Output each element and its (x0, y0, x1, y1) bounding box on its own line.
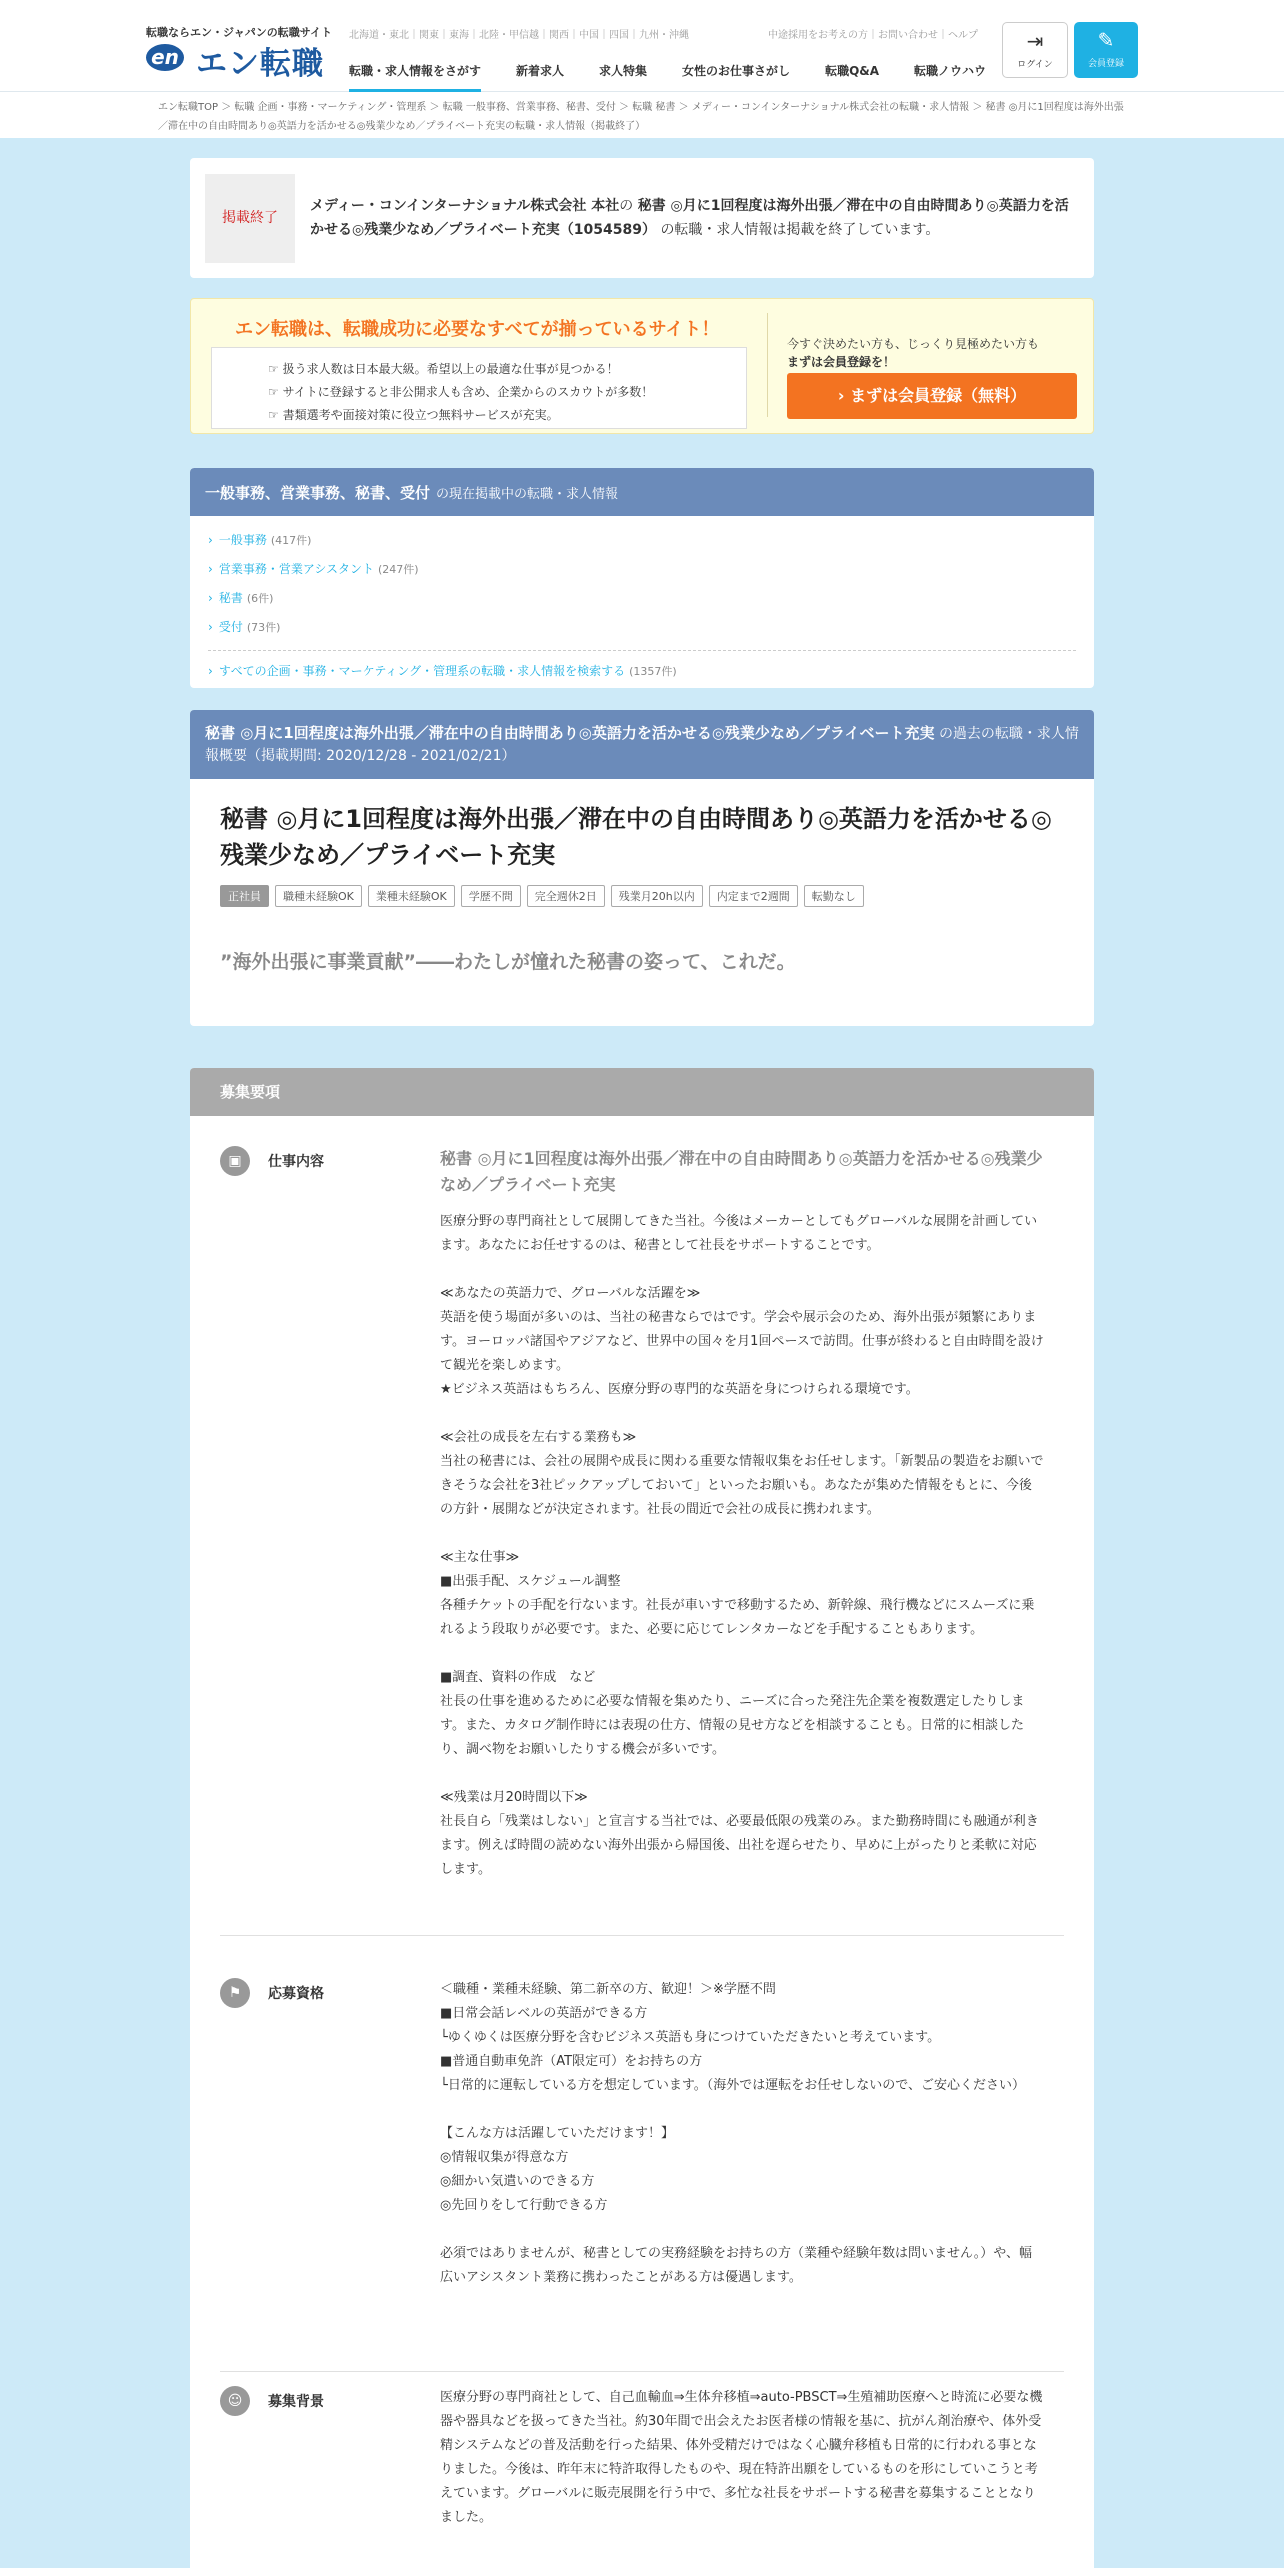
login-button[interactable] (1002, 22, 1068, 78)
section-title: 募集背景 (268, 2394, 324, 2410)
tag: 完全週休2日 (527, 885, 605, 907)
category-item[interactable]: › 営業事務・営業アシスタント (247件) (208, 562, 419, 576)
hand-icon: ☞ (268, 362, 283, 376)
promo-title: エン転職は、転職成功に必要なすべてが揃っているサイト！ (235, 319, 720, 340)
tag: 正社員 (220, 885, 269, 907)
briefcase-icon: ▣ (220, 1146, 250, 1176)
job-catchphrase: ”海外出張に事業貢献”――わたしが憧れた秘書の姿って、これだ。 (220, 951, 796, 973)
tag: 転勤なし (804, 885, 864, 907)
site-header (0, 0, 1284, 92)
people-icon: ☺ (220, 2386, 250, 2416)
tag: 内定まで2週間 (709, 885, 798, 907)
tag: 業種未経験OK (368, 885, 455, 907)
ended-suffix: の転職・求人情報は掲載を終了しています。 (660, 222, 940, 238)
section-qualifications (220, 1978, 1064, 2372)
job-tags (190, 873, 1094, 907)
tag: 職種未経験OK (275, 885, 362, 907)
promo-signup-button[interactable]: › まずは会員登録（無料） (787, 373, 1077, 419)
login-label: ログイン (1017, 60, 1053, 70)
section-title: 応募資格 (268, 1986, 324, 2002)
promo-point: ☞ 扱う求人数は日本最大級。希望以上の最適な仕事が見つかる！ (268, 362, 619, 376)
job-categories-header: 一般事務、営業事務、秘書、受付 の現在掲載中の転職・求人情報 (190, 468, 1094, 516)
help-links[interactable]: 中途採用をお考えの方｜お問い合わせ｜ヘルプ (768, 30, 978, 41)
category-search-all[interactable]: › すべての企画・事務・マーケティング・管理系の転職・求人情報を検索する (1357件) (208, 650, 1076, 686)
nav-women-jobs[interactable]: 女性のお仕事さがし (682, 64, 791, 78)
ended-notice (190, 158, 1094, 278)
category-item[interactable]: › 秘書 (6件) (208, 591, 274, 605)
section-body: ＜職種・業種未経験、第二新卒の方、歓迎！＞※学歴不問 ■日常会話レベルの英語ができる方 └ゆくゆくは医療分野を含むビジネス英語も身につけていただきたいと考えています。 ■普通自動車免許（AT限定可）をお持ちの方 └日常的に運転している方を想定しています。（海外では運転をお任せしないので、ご安心ください） 【こんな方は活躍していただけます！】 ◎情報収集が得意な方 ◎細かい気遣いのできる方 ◎先回りをして行動できる方 必須ではありませんが、秘書としての実務経験をお持ちの方（業種や経験年数は問いません。）や、幅広いアシスタント業務に携わったことがある方は優遇します。 (440, 1982, 1033, 2285)
ended-text (310, 194, 1080, 242)
logo-text[interactable]: エン転職 (196, 46, 324, 82)
ended-job-code: 秘書 ◎月に1回程度は海外出張／滞在中の自由時間あり◎英語力を活かせる◎残業少なめ／プライベート充実（1054589） (310, 198, 1069, 238)
job-summary-header: 秘書 ◎月に1回程度は海外出張／滞在中の自由時間あり◎英語力を活かせる◎残業少なめ／プライベート充実 の過去の転職・求人情報概要（掲載期間: 2020/12/28 - 2021/02/21） (190, 710, 1094, 779)
nav-features[interactable]: 求人特集 (599, 64, 648, 78)
signup-button[interactable] (1074, 22, 1138, 78)
requirements (190, 1068, 1094, 2568)
nav-qa[interactable]: 転職Q&A (825, 64, 880, 78)
site-tagline: 転職ならエン・ジャパンの転職サイト (146, 26, 333, 39)
requirements-header: 募集要項 (190, 1068, 1094, 1116)
section-body: 医療分野の専門商社として、自己血輸血⇒生体弁移植⇒auto-PBSCT⇒生殖補助医療へと時流に必要な機器や器具などを扱ってきた当社。約30年間で出会えたお医者様の情報を基に、抗がん剤治療や、体外受精システムなどの普及活動を行った結果、体外受精だけではなく心臓弁移植も日常的に行われる事となりました。今後は、昨年末に特許取得したものや、現在特許出願をしているものを形にしていこうと考えています。グローバルに販売展開を行う中で、多忙な社長をサポートする秘書を募集することとなりました。 (440, 2390, 1043, 2525)
chevron-right-icon: › (837, 386, 851, 405)
ended-badge: 掲載終了 (205, 174, 295, 263)
tag: 学歴不問 (461, 885, 521, 907)
bookmark-icon: ⚑ (220, 1978, 250, 2008)
section-title: 仕事内容 (268, 1154, 324, 1170)
section-job-description (220, 1146, 1064, 1936)
category-item[interactable]: › 受付 (73件) (208, 620, 281, 634)
chevron-right-icon: › (208, 562, 213, 576)
login-icon: ⇥ (1026, 29, 1044, 53)
chevron-right-icon: › (208, 591, 213, 605)
section-subtitle: 秘書 ◎月に1回程度は海外出張／滞在中の自由時間あり◎英語力を活かせる◎残業少なめ／プライベート充実 (440, 1149, 1043, 1194)
job-title: 秘書 ◎月に1回程度は海外出張／滞在中の自由時間あり◎英語力を活かせる◎残業少なめ／プライベート充実 (220, 805, 1052, 869)
pencil-icon: ✎ (1097, 28, 1115, 52)
job-summary (190, 710, 1094, 1026)
category-item[interactable]: › 一般事務 (417件) (208, 533, 312, 547)
global-nav (349, 62, 1021, 92)
breadcrumb (0, 92, 1284, 138)
promo-point: ☞ 書類選考や面接対策に役立つ無料サービスが充実。 (268, 408, 559, 422)
job-categories (190, 468, 1094, 688)
nav-search-jobs[interactable]: 転職・求人情報をさがす (349, 62, 481, 92)
nav-knowhow[interactable]: 転職ノウハウ (914, 64, 987, 78)
hand-icon: ☞ (268, 385, 283, 399)
section-background (220, 2386, 1064, 2568)
promo-points (211, 347, 747, 429)
promo-cta-text: 今すぐ決めたい方も、じっくり見極めたい方も まずは会員登録を！ (787, 337, 1040, 369)
promo-banner (190, 298, 1094, 434)
ended-company: メディー・コンインターナショナル株式会社 本社 (310, 198, 620, 214)
chevron-right-icon: › (208, 664, 213, 678)
chevron-right-icon: › (208, 620, 213, 634)
region-links[interactable]: 北海道・東北｜関東｜東海｜北陸・甲信越｜関西｜中国｜四国｜九州・沖縄 (349, 30, 689, 41)
section-body: 秘書 ◎月に1回程度は海外出張／滞在中の自由時間あり◎英語力を活かせる◎残業少なめ／プライベート充実 医療分野の専門商社として展開してきた当社。今後はメーカーとしてもグローバルな展開を計画しています。あなたにお任せするのは、秘書として社長をサポートすることです。 ≪あなたの英語力で、グローバルな活躍を≫ 英語を使う場面が多いのは、当社の秘書ならではです。学会や展示会のため、海外出張が頻繁にあります。ヨーロッパ諸国やアジアなど、世界中の国々を月1回ペースで訪問。仕事が終わると自由時間を設けて観光を楽しめます。 ★ビジネス英語はもちろん、医療分野の専門的な英語を身につけられる環境です。 ≪会社の成長を左右する業務も≫ 当社の秘書には、会社の展開や成長に関わる重要な情報収集をお任せします。「新製品の製造をお願いできそうな会社を3社ピックアップしておいて」といったお願いも。あなたが集めた情報をもとに、今後の方針・展開などが決定されます。社長の間近で会社の成長に携われます。 ≪主な仕事≫ ■出張手配、スケジュール調整 各種チケットの手配を行ないます。社長が車いすで移動するため、新幹線、飛行機などにスムーズに乗れるよう段取りが必要です。また、必要に応じてレンタカーなどを手配することもあります。 ■調査、資料の作成 など 社長の仕事を進めるために必要な情報を集めたり、ニーズに合った発注先企業を複数選定したりします。また、カタログ制作時には表現の仕方、情報の見せ方などを相談することも。日常的に相談したり、調べ物をお願いしたりする機会が多いです。 ≪残業は月20時間以下≫ 社長自ら「残業はしない」と宣言する当社では、必要最低限の残業のみ。また勤務時間にも融通が利きます。例えば時間の読めない海外出張から帰国後、出社を遅らせたり、早めに上がったりと柔軟に対応します。 (440, 1146, 1044, 1882)
logo-mark[interactable]: en (146, 44, 184, 71)
tag: 残業月20h以内 (611, 885, 703, 907)
hand-icon: ☞ (268, 408, 283, 422)
promo-point: ☞ サイトに登録すると非公開求人も含め、企業からのスカウトが多数！ (268, 385, 654, 399)
nav-new-jobs[interactable]: 新着求人 (516, 64, 565, 78)
ended-connector: の (619, 198, 634, 214)
signup-label: 会員登録 (1087, 59, 1124, 69)
chevron-right-icon: › (208, 533, 213, 547)
breadcrumb-text[interactable]: エン転職TOP ＞ 転職 企画・事務・マーケティング・管理系 ＞ 転職 一般事務、営業事務、秘書、受付 ＞ 転職 秘書 ＞ メディー・コンインターナショナル株式会社の転職・求人情報 ＞ 秘書 ◎月に1回程度は海外出張／滞在中の自由時間あり◎英語力を活かせる◎残業少なめ／プライベート充実の転職・求人情報（掲載終了） (158, 102, 1124, 132)
promo-divider (767, 313, 768, 417)
